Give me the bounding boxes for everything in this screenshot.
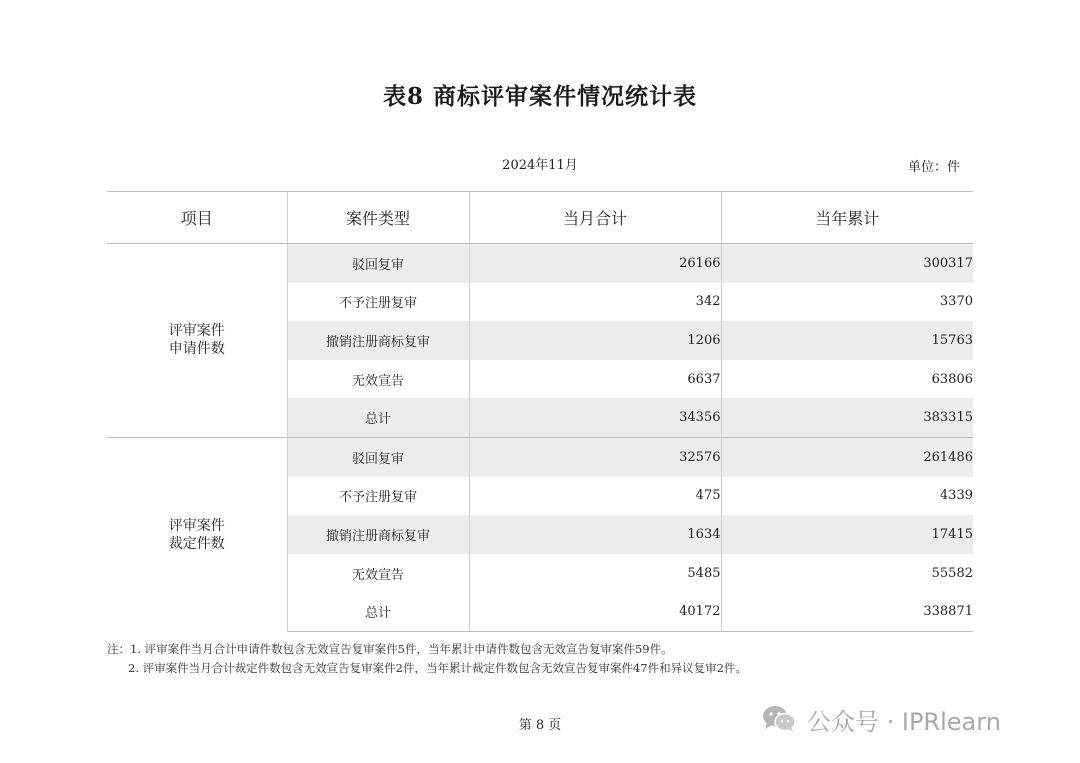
year-total-cell: 300317 <box>721 244 973 283</box>
group-label-line: 裁定件数 <box>168 535 225 552</box>
month-total-cell: 34356 <box>469 398 721 437</box>
table-row <box>107 437 973 476</box>
group-label-line: 申请件数 <box>168 341 225 358</box>
note-line: 注：1. 评审案件当月合计申请件数包含无效宣告复审案件5件，当年累计申请件数包含无效宣告复审案件59件。 <box>107 642 673 656</box>
group-label-rulings <box>107 437 287 631</box>
wechat-icon <box>761 704 797 734</box>
group-label-applications <box>107 244 287 438</box>
case-type-cell: 无效宣告 <box>287 554 469 593</box>
month-total-cell: 40172 <box>469 592 721 631</box>
table-header-row <box>107 192 973 244</box>
case-type-cell: 撤销注册商标复审 <box>287 321 469 360</box>
header-month-total: 当月合计 <box>469 192 721 244</box>
unit-label: 单位：件 <box>908 160 961 175</box>
case-type-cell: 驳回复审 <box>287 244 469 283</box>
year-total-cell: 261486 <box>721 437 973 476</box>
year-total-cell: 55582 <box>931 565 973 581</box>
case-type-cell: 撤销注册商标复审 <box>287 515 469 554</box>
header-case-type: 案件类型 <box>287 192 469 244</box>
case-type-cell: 无效宣告 <box>287 360 469 399</box>
month-total-cell: 5485 <box>469 554 721 593</box>
month-total-cell: 32576 <box>469 437 721 476</box>
case-type-cell: 总计 <box>287 398 469 437</box>
year-total-cell: 63806 <box>931 371 973 387</box>
stats-table <box>107 191 973 632</box>
header-year-total: 当年累计 <box>721 192 973 244</box>
table-row <box>107 244 973 283</box>
year-total-cell: 17415 <box>721 515 973 554</box>
month-total-cell: 475 <box>469 477 721 516</box>
year-total-cell: 383315 <box>721 398 973 437</box>
watermark-text: 公众号 · IPRlearn <box>807 707 1001 736</box>
group-label-line: 评审案件 <box>168 517 225 534</box>
table-notes <box>107 640 747 678</box>
month-total-cell: 1634 <box>469 515 721 554</box>
watermark <box>761 703 1001 735</box>
month-total-cell: 342 <box>469 283 721 322</box>
case-type-cell: 不予注册复审 <box>287 477 469 516</box>
year-total-cell: 3370 <box>939 294 973 310</box>
month-total-cell: 26166 <box>469 244 721 283</box>
header-item: 项目 <box>107 192 287 244</box>
group-label-line: 评审案件 <box>168 323 225 340</box>
case-type-cell: 总计 <box>287 592 469 631</box>
page-number: 第 8 页 <box>518 718 562 733</box>
year-total-cell: 15763 <box>721 321 973 360</box>
year-total-cell: 338871 <box>721 592 973 631</box>
report-date: 2024年11月 <box>502 158 578 173</box>
table-title: 表8 商标评审案件情况统计表 <box>382 83 697 110</box>
note-line: 2. 评审案件当月合计裁定件数包含无效宣告复审案件2件，当年累计裁定件数包含无效宣告复审案件47件和异议复审2件。 <box>128 661 747 675</box>
case-type-cell: 驳回复审 <box>287 437 469 476</box>
case-type-cell: 不予注册复审 <box>287 283 469 322</box>
year-total-cell: 4339 <box>939 488 973 504</box>
month-total-cell: 6637 <box>469 360 721 399</box>
month-total-cell: 1206 <box>469 321 721 360</box>
